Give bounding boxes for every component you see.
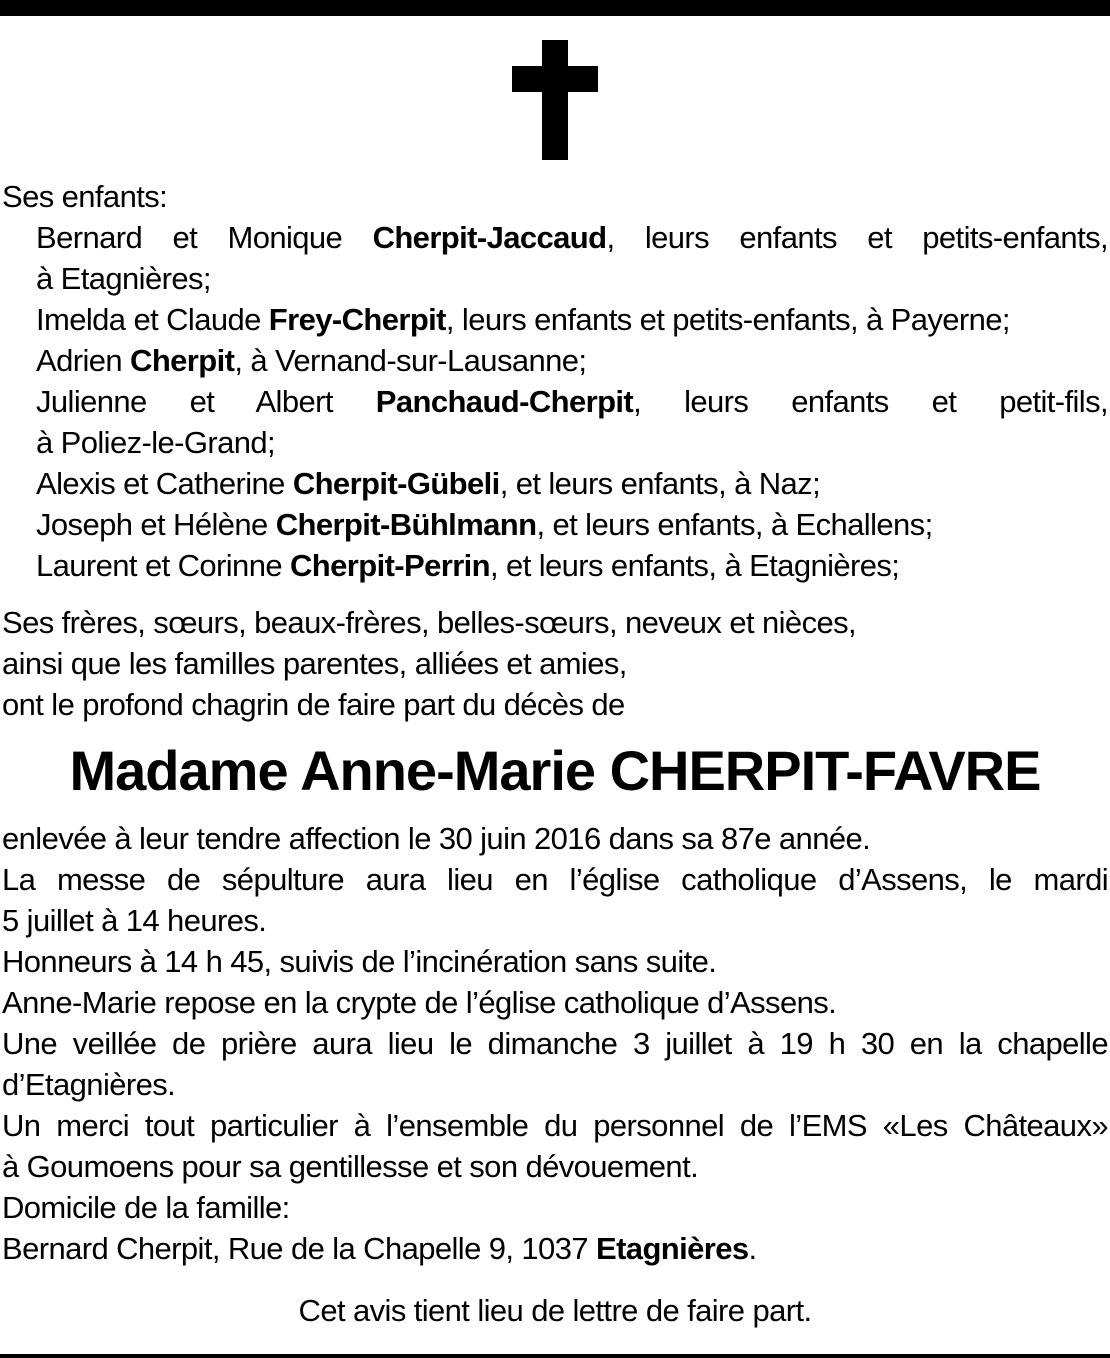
child-surname: Cherpit-Gübeli (292, 466, 500, 501)
child-surname: Cherpit-Bühlmann (275, 507, 537, 542)
details-line: Une veillée de prière aura lieu le dimanche 3 juillet à 19 h 30 en la chapelle (2, 1026, 1108, 1061)
child-surname: Cherpit-Jaccaud (372, 220, 607, 255)
cross-icon (512, 40, 598, 160)
details-line: La messe de sépulture aura lieu en l’église catholique d’Assens, le mardi (2, 862, 1108, 897)
child-surname: Cherpit (130, 343, 235, 378)
family-line: ont le profond chagrin de faire part du décès de (2, 687, 625, 722)
details-line: Domicile de la famille: (2, 1190, 290, 1225)
child-entry: Adrien Cherpit, à Vernand-sur-Lausanne; (36, 343, 587, 378)
details-line: d’Etagnières. (2, 1067, 176, 1102)
children-list (2, 176, 1108, 586)
intro-label: Ses enfants: (2, 179, 168, 214)
child-entry: Joseph et Hélène Cherpit-Bühlmann, et leurs enfants, à Echallens; (36, 507, 933, 542)
details-line: Anne-Marie repose en la crypte de l’église catholique d’Assens. (2, 985, 837, 1020)
details-paragraph (2, 818, 1108, 1269)
family-paragraph (2, 602, 1108, 725)
bottom-rule (0, 1354, 1110, 1358)
details-line: 5 juillet à 14 heures. (2, 903, 267, 938)
top-rule (0, 0, 1110, 16)
details-line: Honneurs à 14 h 45, suivis de l’incinération sans suite. (2, 944, 717, 979)
details-line: à Goumoens pour sa gentillesse et son dévouement. (2, 1149, 699, 1184)
child-entry: Laurent et Corinne Cherpit-Perrin, et leurs enfants, à Etagnières; (36, 548, 900, 583)
child-entry: Bernard et Monique Cherpit-Jaccaud, leurs enfants et petits-enfants, (36, 220, 1108, 255)
deceased-name: Madame Anne-Marie CHERPIT-FAVRE (69, 739, 1041, 802)
address-city: Etagnières (596, 1231, 749, 1266)
family-address: Bernard Cherpit, Rue de la Chapelle 9, 1037 Etagnières. (2, 1231, 757, 1266)
child-surname: Frey-Cherpit (268, 302, 446, 337)
details-line: Un merci tout particulier à l’ensemble du personnel de l’EMS «Les Châteaux» (2, 1108, 1108, 1143)
family-line: Ses frères, sœurs, beaux-frères, belles-sœurs, neveux et nièces, (2, 605, 857, 640)
closing-note: Cet avis tient lieu de lettre de faire part. (298, 1293, 812, 1328)
family-line: ainsi que les familles parentes, alliées et amies, (2, 646, 627, 681)
child-surname: Panchaud-Cherpit (375, 384, 634, 419)
child-entry: Imelda et Claude Frey-Cherpit, leurs enfants et petits-enfants, à Payerne; (36, 302, 1010, 337)
details-line: enlevée à leur tendre affection le 30 juin 2016 dans sa 87e année. (2, 821, 871, 856)
child-entry-continuation: à Etagnières; (36, 261, 211, 296)
child-entry: Alexis et Catherine Cherpit-Gübeli, et leurs enfants, à Naz; (36, 466, 821, 501)
child-surname: Cherpit-Perrin (290, 548, 491, 583)
child-entry-continuation: à Poliez-le-Grand; (36, 425, 276, 460)
child-entry: Julienne et Albert Panchaud-Cherpit, leurs enfants et petit-fils, (36, 384, 1108, 419)
